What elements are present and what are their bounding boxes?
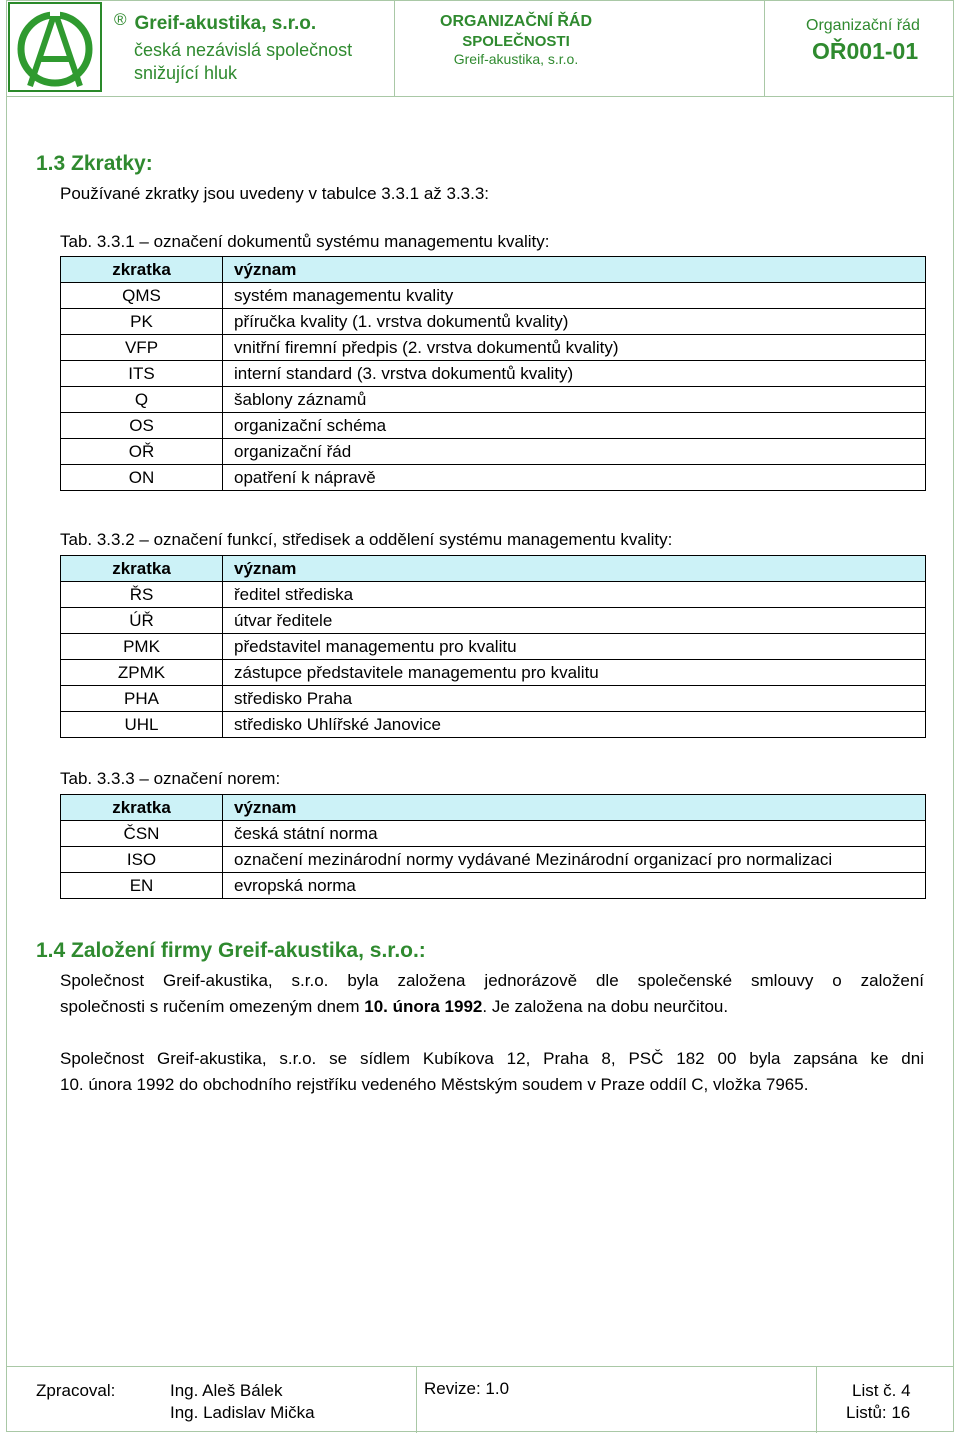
section-title-founding: 1.4 Založení firmy Greif-akustika, s.r.o.: bbox=[36, 939, 426, 962]
paragraph-line: Společnost Greif-akustika, s.r.o. se sídlem Kubíkova 12, Praha 8, PSČ 182 00 byla zapsána ke dni bbox=[60, 1049, 924, 1068]
abbr-cell: OŘ bbox=[61, 439, 223, 465]
prepared-by-label: Zpracoval: bbox=[36, 1381, 116, 1400]
table-caption: Tab. 3.3.1 – označení dokumentů systému managementu kvality: bbox=[60, 232, 550, 251]
meaning-cell: šablony záznamů bbox=[223, 387, 926, 413]
abbr-cell: OS bbox=[61, 413, 223, 439]
meaning-cell: příručka kvality (1. vrstva dokumentů kvality) bbox=[223, 309, 926, 335]
abbr-cell: ŘS bbox=[61, 582, 223, 608]
abbr-cell: QMS bbox=[61, 283, 223, 309]
author-name: Ing. Aleš Bálek bbox=[170, 1381, 283, 1400]
doc-title-line-1: ORGANIZAČNÍ ŘÁD bbox=[440, 13, 592, 30]
company-logo bbox=[8, 2, 102, 92]
document-footer bbox=[6, 1366, 954, 1433]
doc-type: Organizační řád bbox=[806, 17, 920, 34]
doc-title-line-3: Greif-akustika, s.r.o. bbox=[453, 51, 579, 67]
abbr-cell: PHA bbox=[61, 686, 223, 712]
table-row bbox=[61, 439, 926, 465]
meaning-cell: útvar ředitele bbox=[223, 608, 926, 634]
meaning-cell: interní standard (3. vrstva dokumentů kvality) bbox=[223, 361, 926, 387]
meaning-cell: středisko Praha bbox=[223, 686, 926, 712]
table-row bbox=[61, 465, 926, 491]
meaning-cell: česká státní norma bbox=[223, 821, 926, 847]
table-header-row bbox=[61, 556, 926, 582]
meaning-cell: opatření k nápravě bbox=[223, 465, 926, 491]
abbreviation-table-documents bbox=[60, 256, 926, 491]
page-count: Listů: 16 bbox=[846, 1403, 911, 1422]
footer-divider bbox=[816, 1367, 817, 1433]
footer-divider bbox=[416, 1367, 417, 1433]
table-row bbox=[61, 873, 926, 899]
abbr-cell: PK bbox=[61, 309, 223, 335]
table-row bbox=[61, 361, 926, 387]
table-row bbox=[61, 335, 926, 361]
meaning-cell: evropská norma bbox=[223, 873, 926, 899]
abbreviation-table-standards bbox=[60, 794, 926, 899]
company-name: ® Greif-akustika, s.r.o. bbox=[114, 10, 317, 34]
abbr-cell: ISO bbox=[61, 847, 223, 873]
header-divider bbox=[394, 0, 395, 96]
meaning-cell: vnitřní firemní předpis (2. vrstva dokumentů kvality) bbox=[223, 335, 926, 361]
abbr-cell: EN bbox=[61, 873, 223, 899]
meaning-cell: zástupce představitele managementu pro kvalitu bbox=[223, 660, 926, 686]
table-row bbox=[61, 387, 926, 413]
revision-label: Revize: 1.0 bbox=[424, 1379, 510, 1398]
doc-code: OŘ001-01 bbox=[812, 38, 919, 64]
table-row bbox=[61, 712, 926, 738]
section-intro: Používané zkratky jsou uvedeny v tabulce 3.3.1 až 3.3.3: bbox=[60, 184, 490, 203]
page-number: List č. 4 bbox=[852, 1381, 911, 1400]
column-header: význam bbox=[223, 556, 926, 582]
greif-logo-icon bbox=[10, 4, 100, 90]
doc-title-line-2: SPOLEČNOSTI bbox=[462, 33, 570, 50]
meaning-cell: představitel managementu pro kvalitu bbox=[223, 634, 926, 660]
table-row bbox=[61, 309, 926, 335]
paragraph-line: 10. února 1992 do obchodního rejstříku vedeného Městským soudem v Praze oddíl C, vložka 7965. bbox=[60, 1075, 809, 1094]
table-row bbox=[61, 582, 926, 608]
table-header-row bbox=[61, 795, 926, 821]
company-tagline-1: česká nezávislá společnost bbox=[134, 40, 353, 60]
abbr-cell: Q bbox=[61, 387, 223, 413]
author-name: Ing. Ladislav Mička bbox=[170, 1403, 315, 1422]
paragraph-line: Společnost Greif-akustika, s.r.o. byla založena jednorázově dle společenské smlouvy o založení bbox=[60, 971, 924, 990]
column-header: zkratka bbox=[61, 556, 223, 582]
company-tagline-2: snižující hluk bbox=[134, 63, 238, 83]
column-header: zkratka bbox=[61, 795, 223, 821]
meaning-cell: organizační řád bbox=[223, 439, 926, 465]
abbr-cell: UHL bbox=[61, 712, 223, 738]
meaning-cell: systém managementu kvality bbox=[223, 283, 926, 309]
table-row bbox=[61, 283, 926, 309]
column-header: zkratka bbox=[61, 257, 223, 283]
table-row bbox=[61, 413, 926, 439]
abbr-cell: VFP bbox=[61, 335, 223, 361]
table-row bbox=[61, 608, 926, 634]
abbr-cell: PMK bbox=[61, 634, 223, 660]
table-row bbox=[61, 686, 926, 712]
table-row bbox=[61, 847, 926, 873]
founding-paragraph-2 bbox=[60, 1046, 924, 1098]
document-header bbox=[6, 0, 954, 97]
table-caption: Tab. 3.3.3 – označení norem: bbox=[60, 769, 281, 788]
table-header-row bbox=[61, 257, 926, 283]
abbr-cell: ON bbox=[61, 465, 223, 491]
abbreviation-table-functions bbox=[60, 555, 926, 738]
founding-paragraph-1 bbox=[60, 968, 924, 1020]
meaning-cell: organizační schéma bbox=[223, 413, 926, 439]
founding-date: 10. února 1992 bbox=[364, 997, 483, 1016]
abbr-cell: ZPMK bbox=[61, 660, 223, 686]
column-header: význam bbox=[223, 795, 926, 821]
table-row bbox=[61, 634, 926, 660]
meaning-cell: označení mezinárodní normy vydávané Mezinárodní organizací pro normalizaci bbox=[223, 847, 926, 873]
column-header: význam bbox=[223, 257, 926, 283]
paragraph-line: společnosti s ručením omezeným dnem 10. února 1992. Je založena na dobu neurčitou. bbox=[60, 997, 729, 1016]
section-title-abbreviations: 1.3 Zkratky: bbox=[36, 152, 153, 175]
table-caption: Tab. 3.3.2 – označení funkcí, středisek a oddělení systému managementu kvality: bbox=[60, 530, 673, 549]
meaning-cell: středisko Uhlířské Janovice bbox=[223, 712, 926, 738]
table-row bbox=[61, 821, 926, 847]
table-row bbox=[61, 660, 926, 686]
abbr-cell: ČSN bbox=[61, 821, 223, 847]
meaning-cell: ředitel střediska bbox=[223, 582, 926, 608]
abbr-cell: ITS bbox=[61, 361, 223, 387]
header-divider bbox=[764, 0, 765, 96]
abbr-cell: ÚŘ bbox=[61, 608, 223, 634]
registered-mark: ® bbox=[114, 10, 127, 29]
